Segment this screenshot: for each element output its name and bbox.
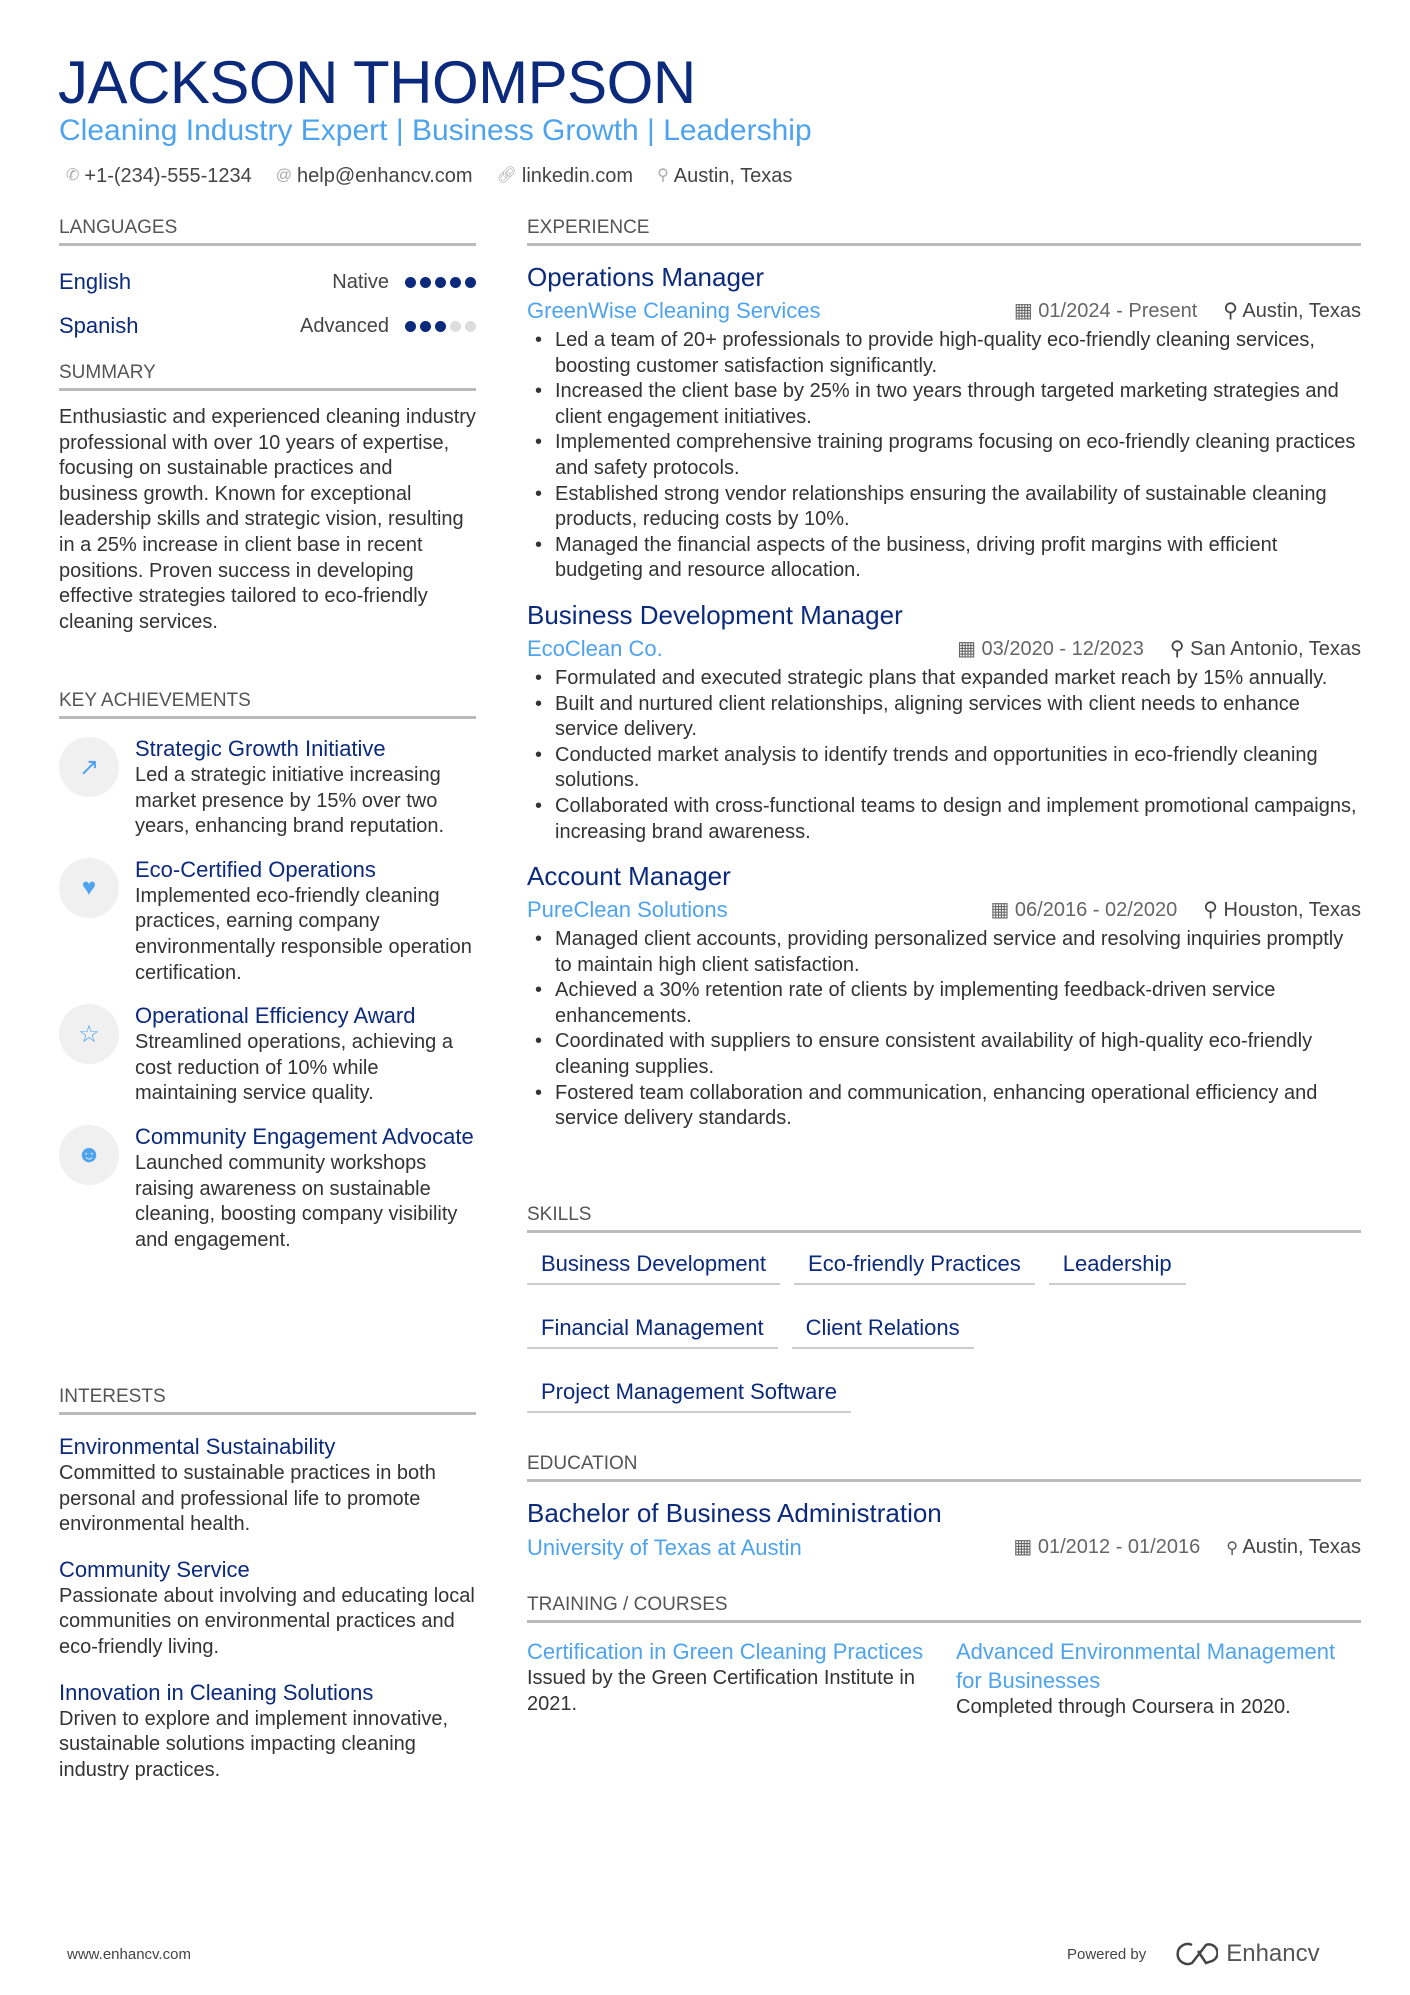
achievement-text: Launched community workshops raising awareness on sustainable cleaning, boosting company visibility and engagement.	[135, 1151, 458, 1251]
language-name: English	[59, 269, 132, 294]
job-location: Houston, Texas	[1223, 899, 1361, 922]
bullet-item: • Coordinated with suppliers to ensure consistent availability of high-quality eco-friendly cleaning supplies.	[527, 1029, 1361, 1080]
bullet-item: • Increased the client base by 25% in two years through targeted marketing strategies and client engagement initiatives.	[527, 379, 1361, 430]
achievement-item	[59, 735, 476, 840]
phone: +1-(234)-555-1234	[84, 165, 252, 187]
education-section	[527, 1452, 1361, 1564]
proficiency-dot	[405, 321, 416, 332]
proficiency-dot	[435, 321, 446, 332]
job-title: Operations Manager	[527, 262, 765, 292]
linkedin[interactable]: linkedin.com	[521, 165, 634, 187]
skill-tag: Client Relations	[792, 1307, 974, 1349]
skill-tag: Leadership	[1049, 1243, 1186, 1285]
job-location-wrap	[1170, 634, 1361, 664]
location-icon: ⚲	[1226, 1540, 1243, 1557]
skill-tag: Business Development	[527, 1243, 780, 1285]
company-name: GreenWise Cleaning Services	[527, 298, 821, 323]
calendar-icon: ▦	[990, 899, 1015, 922]
course-title: Certification in Green Cleaning Practices	[527, 1639, 924, 1664]
bullet-item: • Achieved a 30% retention rate of clients by implementing feedback-driven service enhancements.	[527, 978, 1361, 1029]
language-name: Spanish	[59, 313, 139, 338]
location-icon: ⚲	[1203, 899, 1224, 922]
course-title: Advanced Environmental Management for Businesses	[956, 1639, 1336, 1693]
bullet-item: • Established strong vendor relationships ensuring the availability of sustainable cleaning products, reducing costs by 10%.	[527, 482, 1361, 533]
job-location: Austin, Texas	[1242, 300, 1361, 322]
powered-by: Powered by	[1067, 1945, 1147, 1963]
location-icon: ⚲	[1223, 300, 1243, 322]
enhancv-logo-icon	[1172, 1941, 1218, 1967]
candidate-title: Cleaning Industry Expert | Business Growth | Leadership	[59, 114, 812, 147]
location-icon: ⚲	[1169, 637, 1191, 660]
growth-arrow-icon: ↗	[59, 737, 119, 797]
language-row	[59, 260, 476, 304]
at-icon: @	[275, 167, 292, 184]
section-heading: KEY ACHIEVEMENTS	[59, 689, 476, 719]
calendar-icon: ▦	[1013, 300, 1039, 322]
edu-dates: 01/2012 - 01/2016	[1037, 1536, 1201, 1558]
bullet-item: • Formulated and executed strategic plans that expanded market reach by 15% annually.	[527, 666, 1361, 692]
bullet-item: • Managed client accounts, providing personalized service and resolving inquiries promptly to maintain high client satisfaction.	[527, 927, 1361, 978]
job-details	[990, 895, 1361, 925]
achievement-content	[135, 1123, 476, 1253]
section-heading: SKILLS	[527, 1203, 1361, 1233]
interest-text: Committed to sustainable practices in both personal and professional life to promote environmental health.	[59, 1462, 436, 1536]
section-heading: TRAINING / COURSES	[527, 1593, 1361, 1623]
company-name: EcoClean Co.	[527, 635, 663, 661]
location: Austin, Texas	[673, 165, 793, 187]
experience-section	[527, 216, 1361, 1132]
section-heading: LANGUAGES	[59, 216, 476, 246]
achievement-text: Streamlined operations, achieving a cost reduction of 10% while maintaining service quality.	[135, 1031, 453, 1105]
heart-icon: ♥	[59, 858, 119, 918]
job-title: Account Manager	[527, 861, 731, 892]
job-dates: 01/2024 - Present	[1038, 300, 1198, 322]
job-dates-wrap	[957, 634, 1144, 664]
job-details	[957, 634, 1361, 664]
section-heading: EDUCATION	[527, 1452, 1361, 1482]
footer-website[interactable]: www.enhancv.com	[67, 1946, 191, 1963]
proficiency-dot	[450, 277, 461, 288]
head-icon: ☻	[59, 1125, 119, 1185]
interest-title: Innovation in Cleaning Solutions	[59, 1679, 374, 1705]
proficiency-dot	[420, 277, 431, 288]
job-location: San Antonio, Texas	[1190, 637, 1361, 660]
proficiency-dots	[405, 277, 476, 288]
achievement-item	[59, 856, 476, 986]
summary-text: Enthusiastic and experienced cleaning industry professional with over 10 years of expertise, focusing on sustainable practices and business growth. Known for exceptional leadership skills and strategic vision, resulting in a 25% increase in client base in recent positions. Proven success in developing effective strategies tailored to eco-friendly cleaning services.	[59, 406, 476, 633]
interest-title: Environmental Sustainability	[59, 1434, 336, 1459]
achievement-title: Community Engagement Advocate	[135, 1123, 474, 1149]
skill-tag: Project Management Software	[527, 1371, 851, 1413]
school: University of Texas at Austin	[527, 1535, 802, 1560]
achievement-text: Implemented eco-friendly cleaning practices, earning company environmentally responsible operation certification.	[135, 884, 472, 984]
bullet-item: • Conducted market analysis to identify trends and opportunities in eco-friendly cleaning solutions.	[527, 743, 1361, 794]
languages-section	[59, 216, 476, 348]
skills-section	[527, 1203, 1361, 1435]
interests-section	[59, 1385, 476, 1783]
achievement-title: Strategic Growth Initiative	[135, 736, 386, 761]
job-entry	[527, 260, 1361, 584]
achievements-section	[59, 689, 476, 1253]
language-level: Native	[332, 270, 389, 293]
summary-section	[59, 361, 476, 635]
achievement-content	[135, 1002, 476, 1107]
candidate-name: JACKSON THOMPSON	[58, 49, 696, 116]
footer-branding	[1067, 1940, 1320, 1968]
job-dates-wrap	[1014, 296, 1197, 326]
bullet-item: • Fostered team collaboration and communication, enhancing operational efficiency and service delivery standards.	[527, 1081, 1361, 1132]
skill-tag: Financial Management	[527, 1307, 778, 1349]
bullet-item: • Managed the financial aspects of the business, driving profit margins with efficient budgeting and resource allocation.	[527, 533, 1361, 584]
interest-title: Community Service	[59, 1556, 250, 1582]
job-title: Business Development Manager	[527, 599, 903, 630]
contact-bar	[66, 163, 792, 189]
achievement-title: Operational Efficiency Award	[135, 1003, 416, 1029]
language-level: Advanced	[300, 314, 389, 337]
achievement-item	[59, 1002, 476, 1107]
link-icon: 🔗︎	[496, 167, 517, 184]
interest-text: Driven to explore and implement innovative, sustainable solutions impacting cleaning industry practices.	[59, 1707, 449, 1781]
job-meta	[527, 296, 1361, 326]
achievement-text: Led a strategic initiative increasing market presence by 15% over two years, enhancing brand reputation.	[135, 764, 445, 838]
email[interactable]: help@enhancv.com	[297, 165, 473, 187]
job-meta	[527, 634, 1361, 664]
phone-icon: ✆	[66, 167, 80, 184]
proficiency-dot	[465, 277, 476, 288]
training-section	[527, 1593, 1361, 1721]
achievement-title: Eco-Certified Operations	[135, 856, 376, 882]
job-dates: 06/2016 - 02/2020	[1014, 899, 1178, 922]
language-row	[59, 304, 476, 348]
proficiency-dot	[450, 321, 461, 332]
job-bullets	[527, 927, 1361, 1132]
calendar-icon: ▦	[1013, 1536, 1038, 1558]
section-heading: EXPERIENCE	[527, 216, 1361, 246]
interest-text: Passionate about involving and educating local communities on environmental practices and eco-friendly living.	[59, 1584, 475, 1658]
skill-tag: Eco-friendly Practices	[794, 1243, 1035, 1285]
job-location-wrap	[1223, 296, 1361, 326]
job-bullets	[527, 666, 1361, 845]
proficiency-dot	[465, 321, 476, 332]
job-bullets	[527, 328, 1361, 584]
job-dates: 03/2020 - 12/2023	[981, 637, 1144, 660]
job-location-wrap	[1203, 895, 1361, 925]
bullet-item: • Led a team of 20+ professionals to provide high-quality eco-friendly cleaning services, boosting customer satisfaction significantly.	[527, 328, 1361, 379]
job-entry	[527, 598, 1361, 845]
course-text: Issued by the Green Certification Institute in 2021.	[527, 1667, 915, 1715]
job-details	[1014, 296, 1361, 326]
proficiency-dots	[405, 321, 476, 332]
location-icon: ⚲	[657, 167, 669, 184]
job-meta	[527, 895, 1361, 925]
proficiency-dot	[420, 321, 431, 332]
bullet-item: • Collaborated with cross-functional teams to design and implement promotional campaigns, increasing brand awareness.	[527, 794, 1361, 845]
achievement-content	[135, 735, 476, 840]
proficiency-dot	[435, 277, 446, 288]
achievement-content	[135, 856, 476, 986]
section-heading: INTERESTS	[59, 1385, 476, 1415]
bullet-item: • Implemented comprehensive training programs focusing on eco-friendly cleaning practices and safety protocols.	[527, 430, 1361, 481]
job-dates-wrap	[990, 895, 1177, 925]
bullet-item: • Built and nurtured client relationships, aligning services with client needs to enhance service delivery.	[527, 692, 1361, 743]
achievement-item	[59, 1123, 476, 1253]
star-icon: ☆	[59, 1004, 119, 1064]
edu-location: Austin, Texas	[1242, 1536, 1361, 1558]
section-heading: SUMMARY	[59, 361, 476, 391]
degree: Bachelor of Business Administration	[527, 1498, 942, 1528]
proficiency-dot	[405, 277, 416, 288]
course-text: Completed through Coursera in 2020.	[956, 1696, 1291, 1718]
calendar-icon: ▦	[957, 637, 982, 660]
course-item	[527, 1637, 932, 1721]
course-item	[956, 1637, 1361, 1721]
company-name: PureClean Solutions	[527, 897, 728, 923]
enhancv-logo: Enhancv	[1172, 1940, 1319, 1968]
job-entry	[527, 859, 1361, 1132]
